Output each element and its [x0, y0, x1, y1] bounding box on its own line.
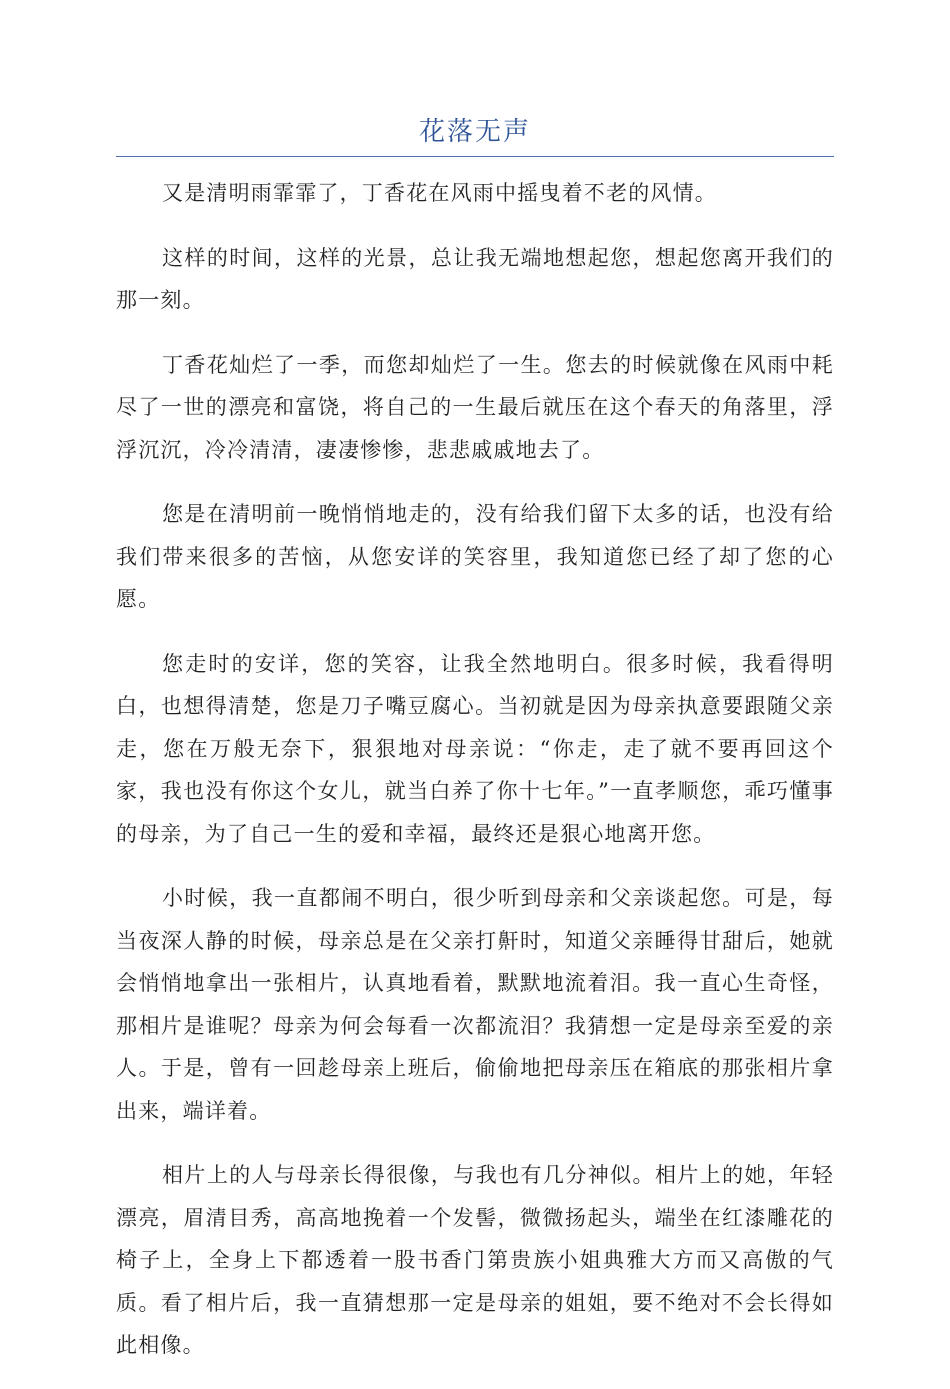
- paragraph-7: 相片上的人与母亲长得很像，与我也有几分神似。相片上的她，年轻漂亮，眉清目秀，高高地挽着一个发髻，微微扬起头，端坐在红漆雕花的椅子上，全身上下都透着一股书香门第贵族小姐典雅大方而又高傲的气质。看了相片后，我一直猜想那一定是母亲的姐姐，要不绝对不会长得如此相像。: [116, 1163, 834, 1357]
- paragraph-6: 小时候，我一直都闹不明白，很少听到母亲和父亲谈起您。可是，每当夜深人静的时候，母亲总是在父亲打鼾时，知道父亲睡得甘甜后，她就会悄悄地拿出一张相片，认真地看着，默默地流着泪。我一直心生奇怪，那相片是谁呢？母亲为何会每看一次都流泪？我猜想一定是母亲至爱的亲人。于是，曾有一回趁母亲上班后，偷偷地把母亲压在箱底的那张相片拿出来，端详着。: [116, 886, 834, 1123]
- paragraph-3: 丁香花灿烂了一季，而您却灿烂了一生。您去的时候就像在风雨中耗尽了一世的漂亮和富饶，将自己的一生最后就压在这个春天的角落里，浮浮沉沉，冷冷清清，凄凄惨惨，悲悲戚戚地去了。: [116, 352, 834, 462]
- document-body: [116, 172, 834, 1389]
- paragraph-5: 您走时的安详，您的笑容，让我全然地明白。很多时候，我看得明白，也想得清楚，您是刀子嘴豆腐心。当初就是因为母亲执意要跟随父亲走，您在万般无奈下，狠狠地对母亲说：“你走，走了就不要再回这个家，我也没有你这个女儿，就当白养了你十七年。”一直孝顺您，乖巧懂事的母亲，为了自己一生的爱和幸福，最终还是狠心地离开您。: [116, 651, 834, 846]
- title-underline: [116, 112, 834, 157]
- paragraph-1: 又是清明雨霏霏了，丁香花在风雨中摇曳着不老的风情。: [162, 181, 717, 205]
- document-title: 花落无声: [418, 117, 531, 147]
- paragraph-4: 您是在清明前一晚悄悄地走的，没有给我们留下太多的话，也没有给我们带来很多的苦恼，从您安详的笑容里，我知道您已经了却了您的心愿。: [116, 502, 834, 611]
- paragraph-2: 这样的时间，这样的光景，总让我无端地想起您，想起您离开我们的那一刻。: [116, 245, 834, 312]
